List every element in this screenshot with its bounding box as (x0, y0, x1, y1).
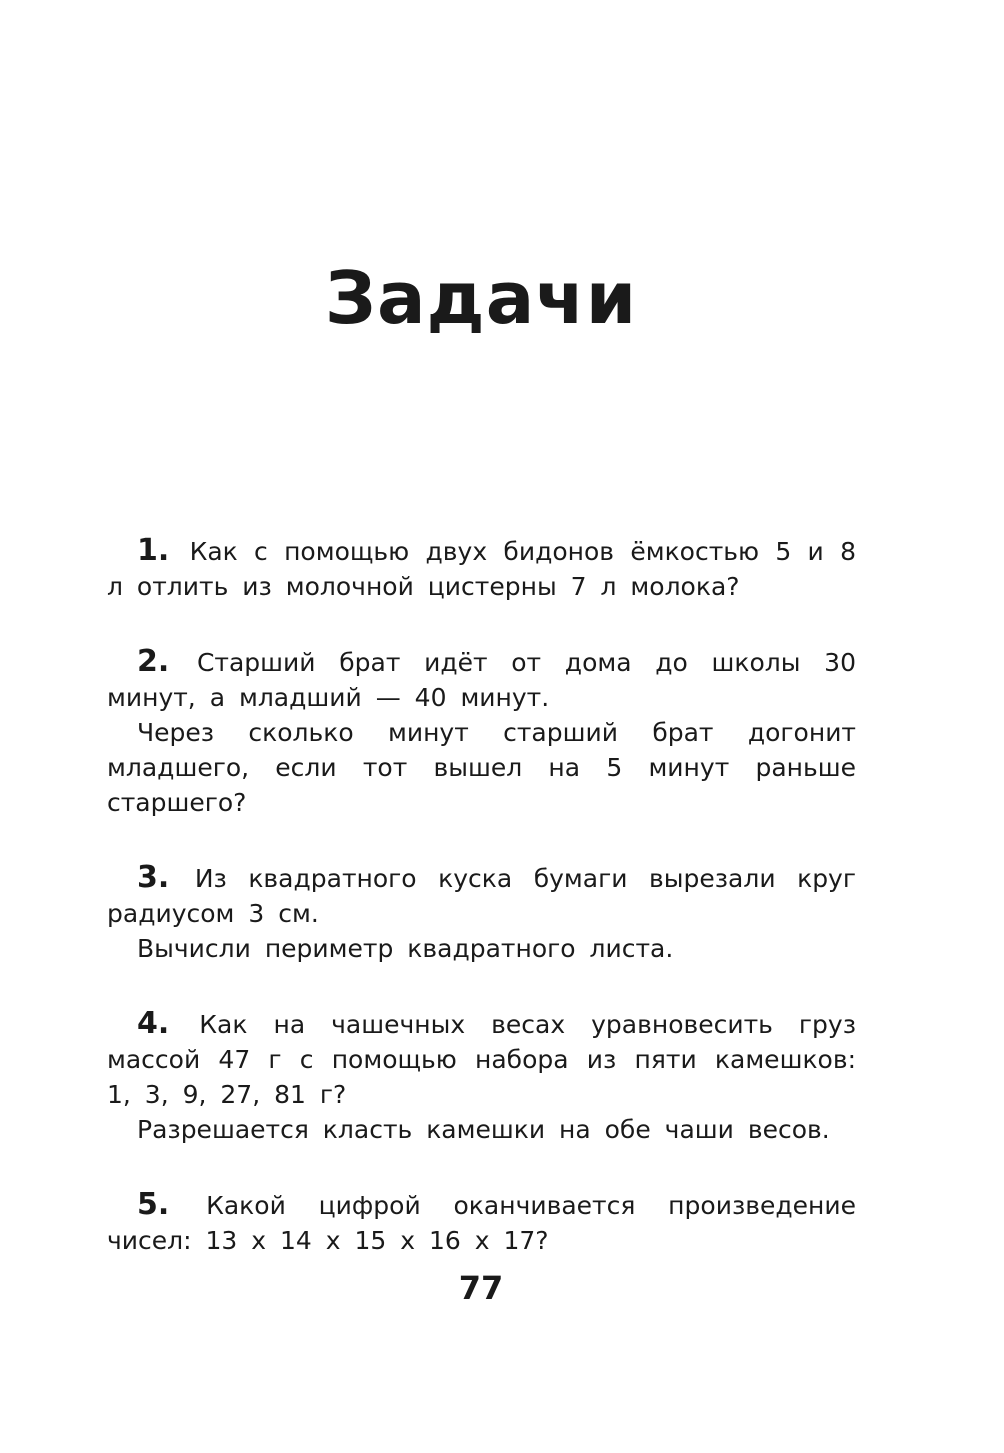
problem-3 (107, 860, 856, 966)
problem-1-text (107, 533, 856, 604)
problem-3-text (107, 860, 856, 931)
problem-2 (107, 644, 856, 820)
problem-number: 2. (137, 644, 170, 679)
problem-paragraph: Старший брат идёт от дома до школы 30 минут, а младший — 40 минут. (107, 648, 856, 712)
problem-4-text (107, 1006, 856, 1112)
problem-number: 1. (137, 533, 170, 568)
problem-paragraph: Из квадратного куска бумаги вырезали круг радиусом 3 см. (107, 864, 856, 928)
problem-paragraph: Разрешается класть камешки на обе чаши весов. (137, 1115, 830, 1144)
problem-5-text (107, 1187, 856, 1258)
problem-paragraph: Через сколько минут старший брат догонит младшего, если тот вышел на 5 минут раньше старшего? (107, 718, 856, 817)
problem-paragraph: Как на чашечных весах уравновесить груз массой 47 г с помощью набора из пяти камешков: 1, 3, 9, 27, 81 г? (107, 1010, 856, 1109)
page-title: Задачи (324, 256, 638, 341)
problem-4 (107, 1006, 856, 1147)
problem-paragraph: Вычисли периметр квадратного листа. (137, 934, 674, 963)
problem-number: 5. (137, 1187, 170, 1222)
page-number: 77 (458, 1269, 504, 1307)
problem-paragraph: Как с помощью двух бидонов ёмкостью 5 и 8 л отлить из молочной цистерны 7 л молока? (107, 537, 856, 601)
problems-list (107, 533, 856, 1298)
problem-1 (107, 533, 856, 604)
problem-number: 3. (137, 860, 170, 895)
problem-number: 4. (137, 1006, 170, 1041)
problem-5 (107, 1187, 856, 1258)
problem-2-text (107, 644, 856, 715)
problem-paragraph: Какой цифрой оканчивается произведение чисел: 13 х 14 х 15 х 16 х 17? (107, 1191, 856, 1255)
